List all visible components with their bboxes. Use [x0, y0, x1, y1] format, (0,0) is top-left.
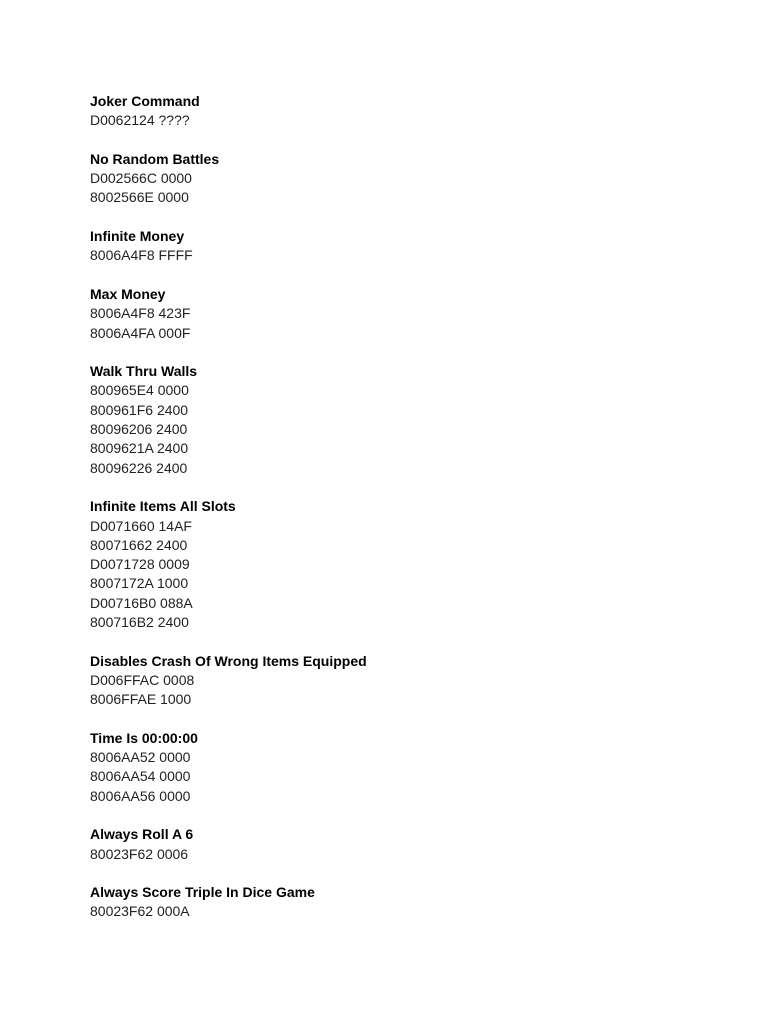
- cheat-code-line: D0062124 ????: [90, 112, 190, 129]
- cheat-code-line: D006FFAC 0008: [90, 671, 195, 688]
- cheat-code-line: 80071662 2400: [90, 536, 188, 553]
- cheat-code-line: 8006A4FA 000F: [90, 324, 191, 341]
- cheat-section: [90, 227, 730, 266]
- cheat-section: [90, 285, 730, 343]
- cheat-section: [90, 652, 730, 710]
- cheat-title: Joker Command: [90, 93, 200, 109]
- cheat-title: Time Is 00:00:00: [90, 729, 198, 746]
- cheat-code-line: 8006FFAE 1000: [90, 691, 192, 708]
- cheat-code-line: D0071728 0009: [90, 556, 190, 573]
- cheat-title: Always Roll A 6: [90, 826, 194, 843]
- cheat-code-line: 800965E4 0000: [90, 382, 189, 399]
- cheat-section: [90, 825, 730, 864]
- cheat-section: [90, 150, 730, 208]
- cheat-code-line: 8007172A 1000: [90, 575, 189, 592]
- cheat-code-line: D002566C 0000: [90, 170, 192, 187]
- cheat-code-document: [90, 92, 730, 941]
- cheat-title: Walk Thru Walls: [90, 363, 198, 380]
- cheat-code-line: D0071660 14AF: [90, 517, 192, 534]
- cheat-code-line: D00716B0 088A: [90, 594, 193, 611]
- cheat-section: [90, 497, 730, 632]
- cheat-code-line: 8002566E 0000: [90, 189, 189, 206]
- cheat-code-line: 8006AA52 0000: [90, 749, 191, 766]
- cheat-code-line: 8006AA54 0000: [90, 768, 191, 785]
- cheat-code-line: 8006A4F8 FFFF: [90, 247, 193, 264]
- cheat-title: Always Score Triple In Dice Game: [90, 884, 315, 901]
- cheat-code-line: 8006A4F8 423F: [90, 305, 191, 322]
- cheat-code-line: 80023F62 000A: [90, 903, 190, 920]
- cheat-section: [90, 92, 730, 131]
- cheat-title: Infinite Items All Slots: [90, 498, 236, 515]
- cheat-code-line: 8009621A 2400: [90, 440, 189, 457]
- cheat-title: Max Money: [90, 285, 166, 302]
- cheat-code-line: 8006AA56 0000: [90, 787, 191, 804]
- cheat-code-line: 800961F6 2400: [90, 401, 189, 418]
- cheat-code-line: 800716B2 2400: [90, 614, 189, 631]
- cheat-section: [90, 362, 730, 478]
- cheat-title: Infinite Money: [90, 228, 185, 245]
- cheat-section: [90, 729, 730, 806]
- cheat-title: No Random Battles: [90, 150, 220, 167]
- cheat-title: Disables Crash Of Wrong Items Equipped: [90, 652, 367, 669]
- cheat-code-line: 80096226 2400: [90, 459, 188, 476]
- cheat-code-line: 80096206 2400: [90, 421, 188, 438]
- cheat-section: [90, 883, 730, 922]
- cheat-code-line: 80023F62 0006: [90, 845, 189, 862]
